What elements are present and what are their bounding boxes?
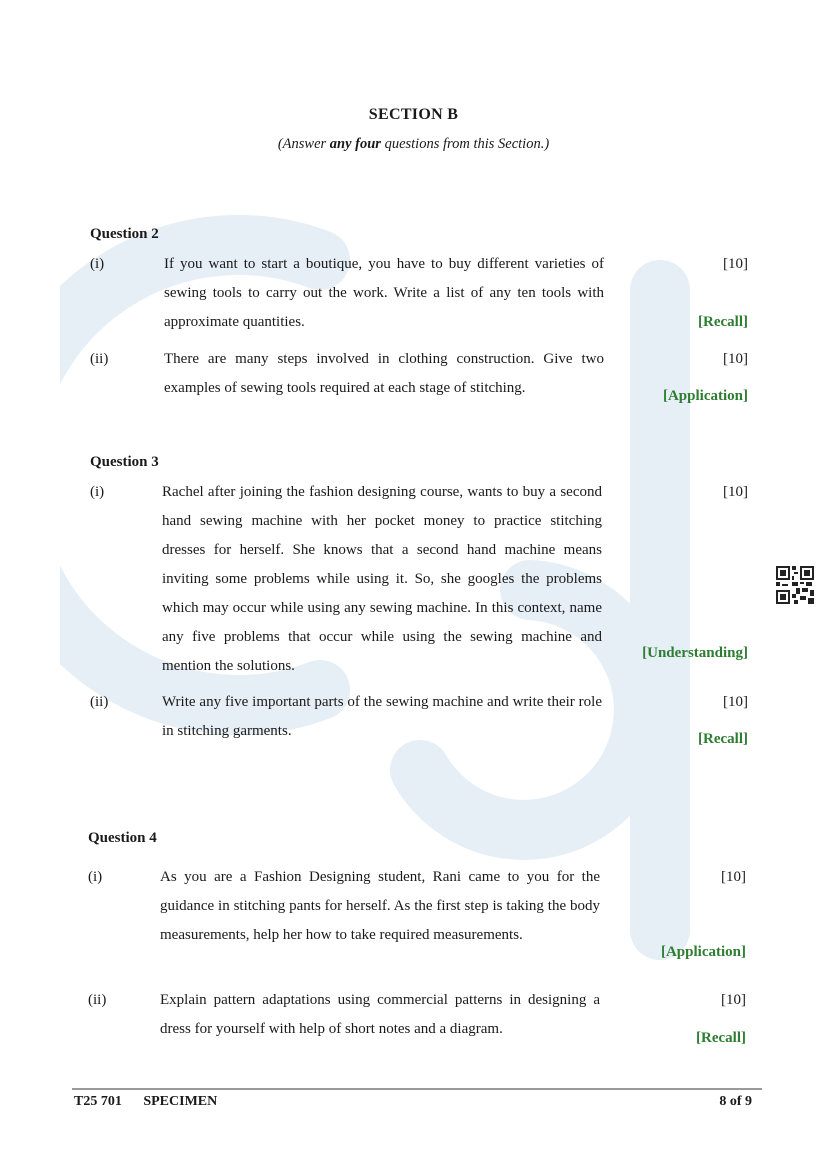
section-title: SECTION B <box>368 106 459 123</box>
question-text: Explain pattern adaptations using commercial patterns in designing a dress for yourself with help of short notes and a diagram. <box>160 992 600 1037</box>
question-heading: Question 4 <box>88 830 157 846</box>
cognitive-tag: [Application] <box>660 944 746 960</box>
part-label: (ii) <box>90 351 109 367</box>
cognitive-tag: [Recall] <box>696 1030 746 1046</box>
marks: [10] <box>723 256 748 272</box>
question-text: As you are a Fashion Designing student, Rani came to you for the guidance in stitching pants for herself. As the first step is taking the body measurements, help her how to take required measurements. <box>160 869 600 943</box>
question-text: Rachel after joining the fashion designing course, wants to buy a second hand sewing machine with her pocket money to practice stitching dresses for herself. She knows that a second hand machine means inviting some problems while using it. So, she googles the problems which may occur while using any sewing machine. In this context, name any five problems that occur while using the sewing machine and mention the solutions. <box>162 484 602 674</box>
footer-divider <box>72 1088 762 1090</box>
qr-code-icon <box>776 566 814 604</box>
paper-code: T25 701 <box>74 1094 122 1109</box>
question-text: There are many steps involved in clothing construction. Give two examples of sewing tools required at each stage of stitching. <box>164 351 604 396</box>
cognitive-tag: [Recall] <box>698 314 748 330</box>
part-label: (i) <box>90 484 105 500</box>
marks: [10] <box>723 694 748 710</box>
marks: [10] <box>721 869 746 885</box>
question-text: If you want to start a boutique, you have to buy different varieties of sewing tools to carry out the work. Write a list of any ten tools with approximate quantities. <box>164 256 604 330</box>
part-label: (i) <box>90 256 105 272</box>
question-text: Write any five important parts of the sewing machine and write their role in stitching garments. <box>162 694 602 739</box>
cognitive-tag: [Application] <box>662 388 748 404</box>
cognitive-tag: [Recall] <box>698 731 748 747</box>
question-heading: Question 3 <box>90 454 159 470</box>
specimen-label: SPECIMEN <box>143 1094 218 1109</box>
section-instruction-emphasis: any four <box>329 136 381 152</box>
part-label: (i) <box>88 869 103 885</box>
footer-left <box>74 1094 235 1110</box>
question-heading: Question 2 <box>90 226 159 242</box>
part-label: (ii) <box>88 992 107 1008</box>
page-number: 8 of 9 <box>719 1094 752 1109</box>
marks: [10] <box>721 992 746 1008</box>
cognitive-tag: [Understanding] <box>642 645 748 661</box>
part-label: (ii) <box>90 694 109 710</box>
marks: [10] <box>723 484 748 500</box>
marks: [10] <box>723 351 748 367</box>
section-instruction: (Answer any four questions from this Section.) <box>277 136 550 152</box>
